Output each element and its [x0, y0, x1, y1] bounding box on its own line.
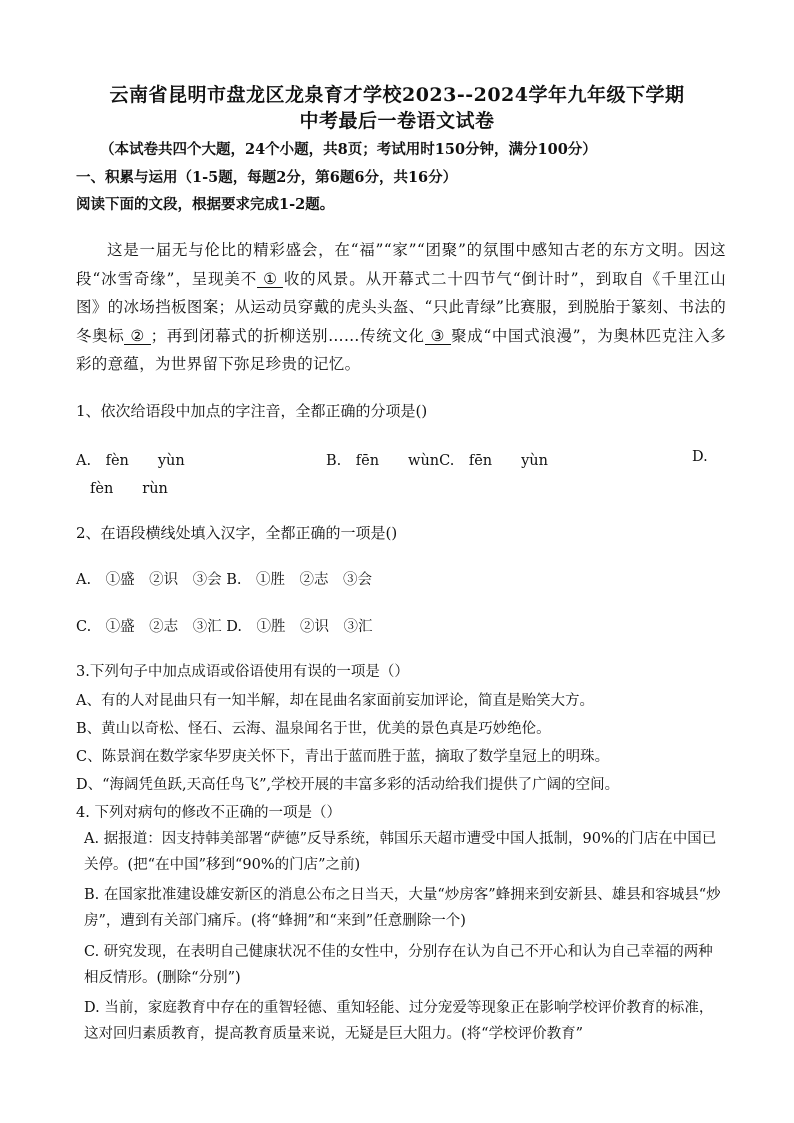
q2-stem: 2、在语段横线处填入汉字，全都正确的一项是() — [76, 524, 398, 542]
passage-part4: 聚成“中国式浪漫”，为奥林匹克注入多彩的意蕴，为世界留下弥足珍贵的记忆。 — [76, 326, 726, 373]
passage-part3: ；再到闭幕式的折柳送别……传统文化 — [150, 326, 425, 345]
q2-options-cd: C. ①盛 ②志 ③汇 D. ①胜 ②识 ③汇 — [76, 619, 373, 635]
reading-passage — [76, 236, 726, 379]
blank-1: ① — [257, 271, 283, 288]
q3-option-d: D、“海阔凭鱼跃,天高任鸟飞”,学校开展的丰富多彩的活动给我们提供了广阔的空间。 — [76, 777, 620, 793]
q4-stem: 4. 下列对病句的修改不正确的一项是（） — [76, 805, 341, 821]
blank-2: ② — [124, 328, 150, 345]
q1-option-a: A. fèn yùn — [76, 453, 185, 469]
section1-heading: 一、积累与运用（1-5题，每题2分，第6题6分，共16分） — [76, 169, 458, 186]
passage-part2: 收的风景。从开幕式二十四节气“倒计时”，到取自《千里江山图》的冰场挡板图案；从运动员穿戴的虎头头盔、“只此青绿”比赛服，到脱胎于篆刻、书法的冬奥标 — [76, 269, 726, 345]
q4-option-d: D. 当前，家庭教育中存在的重智轻德、重知轻能、过分宠爱等现象正在影响学校评价教育的标准，这对回归素质教育，提高教育质量来说，无疑是巨大阻力。(将“学校评价教育” — [84, 1000, 714, 1042]
q3-option-c: C、陈景润在数学家华罗庚关怀下，青出于蓝而胜于蓝，摘取了数学皇冠上的明珠。 — [76, 749, 610, 765]
q1-option-d-label: D. — [692, 449, 708, 465]
q3-stem: 3.下列句子中加点成语或俗语使用有误的一项是（） — [76, 664, 409, 680]
section1-instruction: 阅读下面的文段，根据要求完成1-2题。 — [76, 196, 335, 213]
q1-option-b-c: B. fēn wùnC. fēn yùn — [326, 453, 548, 469]
exam-title-line1: 云南省昆明市盘龙区龙泉育才学校2023--2024学年九年级下学期 — [109, 84, 685, 106]
q1-stem: 1、依次给语段中加点的字注音，全都正确的分项是() — [76, 402, 428, 420]
q2-options-ab: A. ①盛 ②识 ③会 B. ①胜 ②志 ③会 — [76, 572, 372, 588]
q3-option-b: B、黄山以奇松、怪石、云海、温泉闻名于世，优美的景色真是巧妙绝伦。 — [76, 721, 551, 737]
q3-option-a: A、有的人对昆曲只有一知半解，却在昆曲名家面前妄加评论，简直是贻笑大方。 — [76, 693, 594, 709]
q4-option-b: B. 在国家批准建设雄安新区的消息公布之日当天，大量“炒房客”蜂拥来到安新县、雄县和容城县“炒房”，遭到有关部门痛斥。(将“蜂拥”和“来到”任意删除一个) — [84, 887, 721, 929]
passage-part1: 这是一届无与伦比的精彩盛会，在“福”“家”“团聚”的氛围中感知古老的东方文明。因这段“冰雪奇缘”，呈现美不 — [76, 241, 726, 288]
exam-title-line2: 中考最后一卷语文试卷 — [299, 110, 495, 132]
exam-note: （本试卷共四个大题，24个小题，共8页；考试用时150分钟，满分100分） — [100, 141, 597, 158]
q4-option-a: A. 据报道：因支持韩美部署“萨德”反导系统，韩国乐天超市遭受中国人抵制，90%的门店在中国已关停。(把“在中国”移到“90%的门店”之前) — [84, 831, 717, 873]
blank-3: ③ — [425, 328, 451, 345]
q1-option-d: fèn rùn — [90, 481, 168, 497]
q4-option-c: C. 研究发现，在表明自己健康状况不佳的女性中，分别存在认为自己不开心和认为自己幸福的两种相反情形。(删除“分别”) — [84, 944, 713, 986]
